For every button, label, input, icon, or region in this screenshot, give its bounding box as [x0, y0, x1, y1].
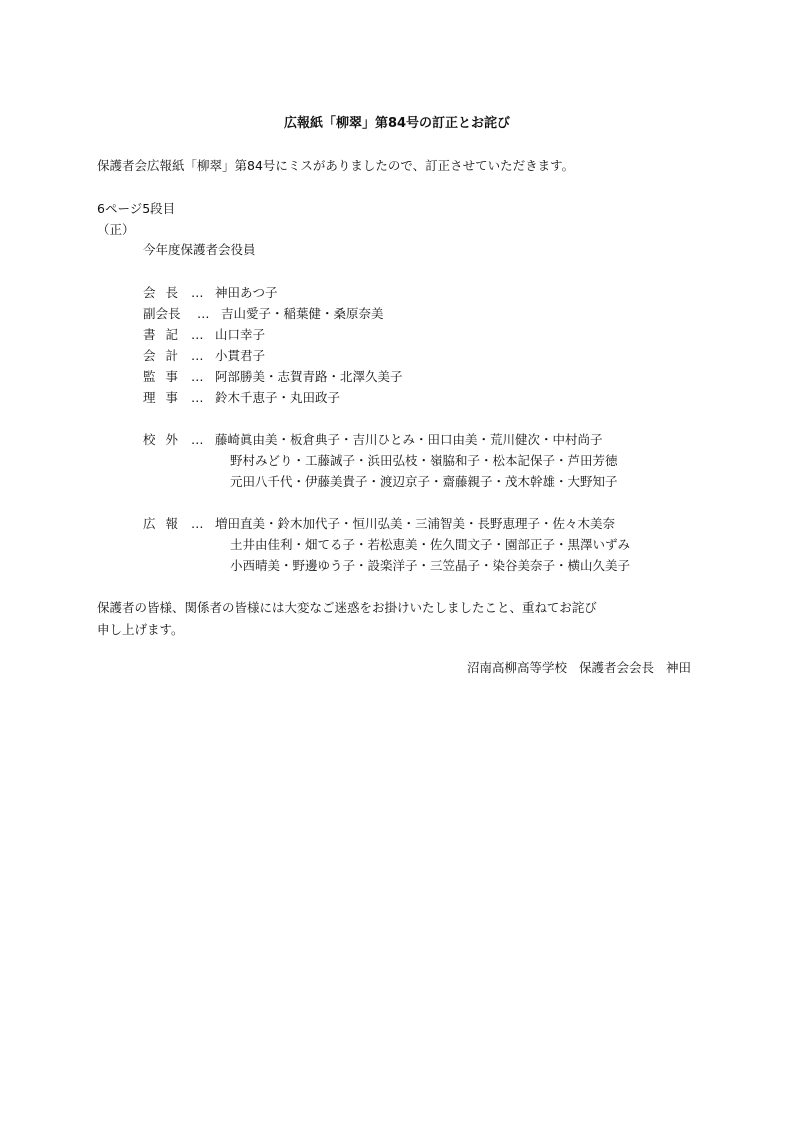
role-label: 会計: [143, 348, 189, 363]
committee-row-pr: [143, 518, 615, 531]
committee-row-external: [143, 434, 603, 447]
signature: [467, 662, 691, 675]
signature-position: 保護者会会長: [578, 660, 654, 675]
leader-dots: …: [191, 348, 204, 363]
leader-dots: …: [191, 390, 204, 405]
committee-names-line: 藤崎眞由美・板倉典子・吉川ひとみ・田口由美・荒川健次・中村尚子: [215, 432, 603, 447]
committee-names-line: 小西晴美・野邊ゆう子・設楽洋子・三笠晶子・染谷美奈子・横山久美子: [230, 558, 631, 573]
committee-names-line: 増田直美・鈴木加代子・恒川弘美・三浦智美・長野恵理子・佐々木美奈: [215, 516, 616, 531]
role-names: 神田あつ子: [215, 285, 278, 300]
document-title: 広報紙「柳翠」第84号の訂正とお詫び: [283, 116, 511, 131]
role-names: 阿部勝美・志賀青路・北澤久美子: [215, 369, 403, 384]
officer-row-vice-president: [143, 308, 384, 321]
officer-row-auditor: [143, 371, 403, 384]
role-label: 会長: [143, 285, 189, 300]
officers-heading: 今年度保護者会役員: [143, 242, 256, 257]
officer-row-secretary: [143, 329, 265, 342]
closing-text-line: 申し上げます。: [97, 622, 184, 637]
committee-names-line: 野村みどり・工藤誠子・浜田弘枝・嶺脇和子・松本記保子・芦田芳徳: [230, 453, 618, 468]
leader-dots: …: [197, 306, 210, 321]
page-reference: 6ページ5段目: [97, 201, 176, 216]
leader-dots: …: [191, 516, 204, 531]
role-label: 書記: [143, 327, 189, 342]
leader-dots: …: [191, 432, 204, 447]
role-names: 鈴木千恵子・丸田政子: [215, 390, 341, 405]
leader-dots: …: [191, 327, 204, 342]
signature-name: 神田: [665, 660, 691, 675]
committee-names-line: 土井由佳利・畑てる子・若松恵美・佐久間文子・園部正子・黒澤いずみ: [230, 537, 631, 552]
role-names: 吉山愛子・稲葉健・桑原奈美: [221, 306, 384, 321]
officer-row-treasurer: [143, 350, 265, 363]
role-label: 監事: [143, 369, 189, 384]
leader-dots: …: [191, 285, 204, 300]
committee-names-line: 元田八千代・伊藤美貴子・渡辺京子・齋藤親子・茂木幹雄・大野知子: [230, 474, 618, 489]
role-label: 校外: [143, 432, 189, 447]
role-label: 理事: [143, 390, 189, 405]
signature-organization: 沼南高柳高等学校: [466, 660, 567, 675]
role-names: 山口幸子: [215, 327, 266, 342]
intro-text: 保護者会広報紙「柳翠」第84号にミスがありましたので、訂正させていただきます。: [97, 158, 575, 173]
leader-dots: …: [191, 369, 204, 384]
closing-text-line: 保護者の皆様、関係者の皆様には大変なご迷惑をお掛けいたしましたこと、重ねてお詫び: [97, 600, 597, 615]
role-names: 小貫君子: [215, 348, 266, 363]
correction-marker: （正）: [97, 222, 135, 237]
role-label: 広報: [143, 516, 189, 531]
role-label: 副会長: [143, 306, 181, 321]
officer-row-director: [143, 392, 340, 405]
officer-row-president: [143, 287, 278, 300]
